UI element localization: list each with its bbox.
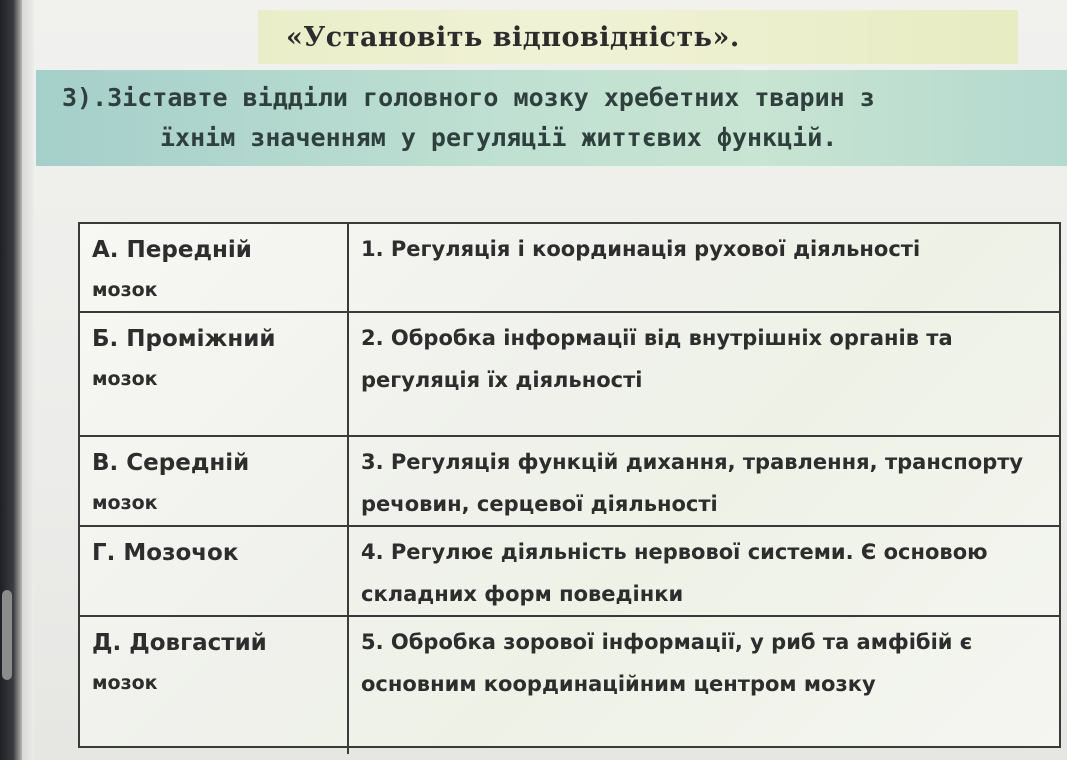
brain-part-label: В. Середній: [92, 450, 250, 476]
brain-part-label: Б. Проміжний: [92, 326, 276, 352]
bezel-highlight: [22, 0, 34, 760]
table-row: [80, 224, 1059, 312]
brain-part-cell: [80, 224, 348, 312]
brain-part-label: Д. Довгастий: [92, 630, 267, 656]
table-row: [80, 436, 1059, 526]
brain-part-label: Г. Мозочок: [92, 540, 239, 566]
brain-part-sublabel: мозок: [92, 279, 158, 301]
brain-part-sublabel: мозок: [92, 368, 158, 390]
function-cell: 4. Регулює діяльність нервової системи. Є основою складних форм поведінки: [348, 526, 1059, 616]
table-row: [80, 312, 1059, 436]
function-cell: 1. Регуляція і координація рухової діяльності: [348, 224, 1059, 312]
table-row: [80, 526, 1059, 616]
brain-part-cell: [80, 436, 348, 526]
function-cell: 2. Обробка інформації від внутрішніх органів та регуляція їх діяльності: [348, 312, 1059, 436]
task-statement: [36, 70, 1067, 166]
matching-grid: [80, 224, 1059, 754]
table-row: [80, 616, 1059, 754]
brain-part-cell: [80, 616, 348, 754]
brain-part-sublabel: мозок: [92, 672, 158, 694]
page-title: «Установіть відповідність».: [286, 21, 740, 53]
brain-part-cell: [80, 526, 348, 616]
matching-table: [78, 222, 1061, 748]
brain-part-label: А. Передній: [92, 237, 252, 263]
brain-part-sublabel: мозок: [92, 492, 158, 514]
task-line-1: 3).Зіставте відділи головного мозку хребетних тварин з: [62, 83, 875, 112]
function-cell: 3. Регуляція функцій дихання, травлення, транспорту речовин, серцевої діяльності: [348, 436, 1059, 526]
task-line-2: їхнім значенням у регуляції життєвих функцій.: [160, 123, 838, 152]
function-cell: 5. Обробка зорової інформації, у риб та амфібій є основним координаційним центром мозку: [348, 616, 1059, 754]
scrollbar-thumb[interactable]: [2, 590, 12, 680]
title-banner: [258, 10, 1018, 64]
brain-part-cell: [80, 312, 348, 436]
